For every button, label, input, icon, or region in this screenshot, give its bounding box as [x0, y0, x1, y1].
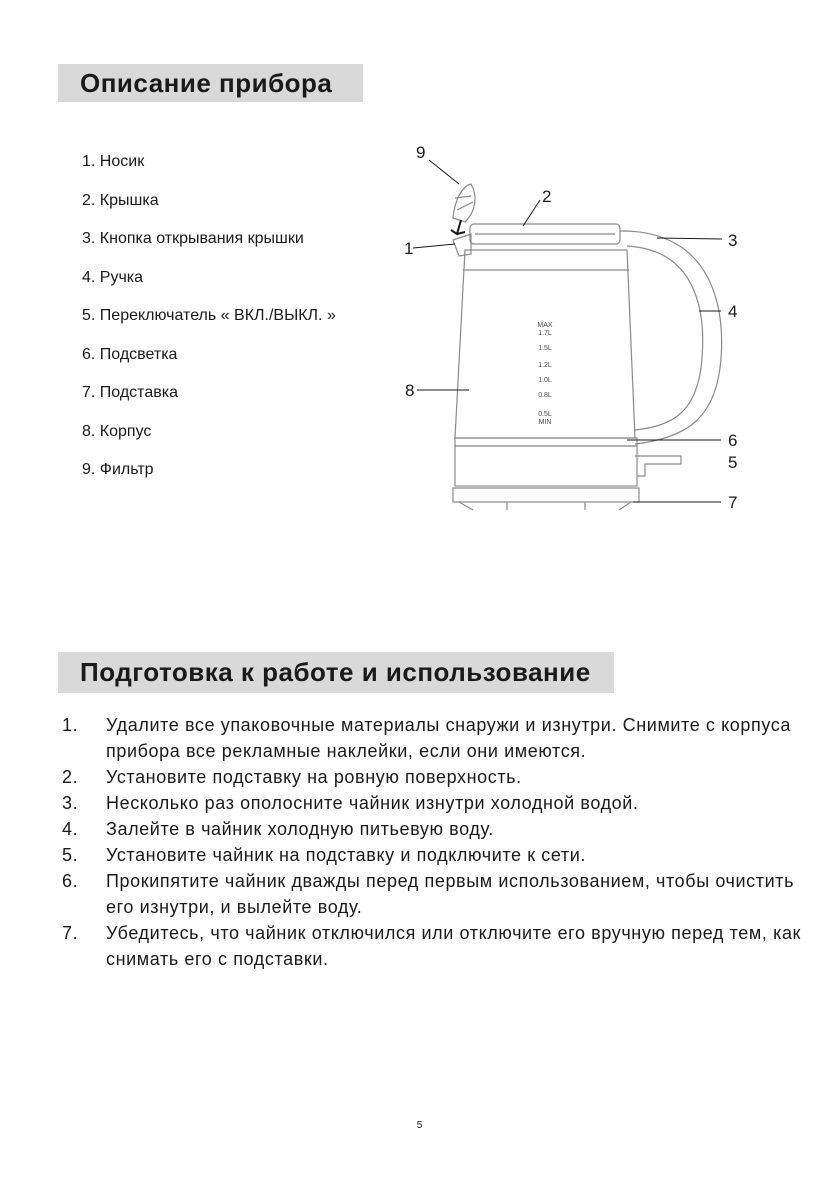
- list-item: 5. Переключатель « ВКЛ./ВЫКЛ. »: [82, 307, 336, 324]
- list-item: 4. Ручка: [82, 268, 144, 286]
- switch-outline: [635, 456, 681, 476]
- spout-outline: [453, 234, 471, 256]
- steps-list: [62, 712, 802, 972]
- callout-2: 2: [542, 187, 552, 206]
- list-item: 6. Подсветка: [82, 345, 178, 363]
- callout-4: 4: [728, 302, 738, 321]
- callout-line-1: [413, 244, 455, 248]
- list-item: 2. Установите подставку на ровную поверхность.: [62, 767, 522, 787]
- section-header-preparation: Подготовка к работе и использование: [58, 652, 614, 693]
- callout-7: 7: [728, 493, 738, 512]
- arrow-icon: [451, 220, 465, 234]
- callout-line-2: [523, 200, 540, 226]
- scale-label: 1.5L: [538, 345, 552, 352]
- callout-8: 8: [405, 381, 415, 400]
- filter-line: [457, 202, 473, 210]
- list-item: 8. Корпус: [82, 422, 152, 440]
- callout-9: 9: [416, 143, 426, 162]
- body-outline: [455, 250, 635, 438]
- list-item: 7. Подставка: [82, 384, 178, 401]
- list-item: 5. Установите чайник на подставку и подключите к сети.: [62, 845, 587, 865]
- section-header-description: Описание прибора: [58, 64, 363, 102]
- list-item: 3. Кнопка открывания крышки: [82, 230, 304, 247]
- scale-label: 1.0L: [538, 377, 552, 384]
- scale-label: 1.2L: [538, 362, 552, 369]
- list-item: 1. Удалите все упаковочные материалы снаружи и изнутри. Снимите с корпуса прибора все рекламные наклейки, если они имеются.: [62, 715, 791, 761]
- filter-line: [455, 196, 471, 198]
- scale-label: 0.5L: [538, 411, 552, 418]
- stand-foot: [619, 502, 631, 510]
- illumination-band: [455, 438, 637, 446]
- list-item: 6. Прокипятите чайник дважды перед первым использованием, чтобы очистить его изнутри, и вылейте воду.: [62, 871, 795, 917]
- callout-5: 5: [728, 453, 738, 472]
- stand-foot: [459, 502, 473, 510]
- parts-list: [82, 150, 336, 497]
- scale-label-min: MIN: [538, 419, 552, 426]
- list-item: 4. Залейте в чайник холодную питьевую воду.: [62, 819, 494, 839]
- list-item: 3. Несколько раз ополосните чайник изнутри холодной водой.: [62, 793, 639, 813]
- stand-outline: [453, 488, 639, 502]
- callout-1: 1: [404, 239, 414, 258]
- page-number: 5: [416, 1120, 423, 1131]
- list-item: 9. Фильтр: [82, 461, 154, 478]
- callout-6: 6: [728, 431, 738, 450]
- scale-label: 0.8L: [538, 392, 552, 399]
- scale-label-max: MAX: [537, 322, 553, 329]
- scale-label: 1.7L: [538, 330, 552, 337]
- callout-line-9: [429, 160, 459, 184]
- list-item: 1. Носик: [82, 153, 145, 170]
- kettle-diagram: [395, 138, 755, 518]
- handle-outline: [620, 231, 722, 444]
- handle-inner-outline: [627, 246, 703, 430]
- list-item: 7. Убедитесь, что чайник отключился или отключите его вручную перед тем, как снимать его с подставки.: [62, 923, 802, 969]
- base-section: [455, 446, 637, 486]
- list-item: 2. Крышка: [82, 191, 159, 209]
- callout-3: 3: [728, 231, 738, 250]
